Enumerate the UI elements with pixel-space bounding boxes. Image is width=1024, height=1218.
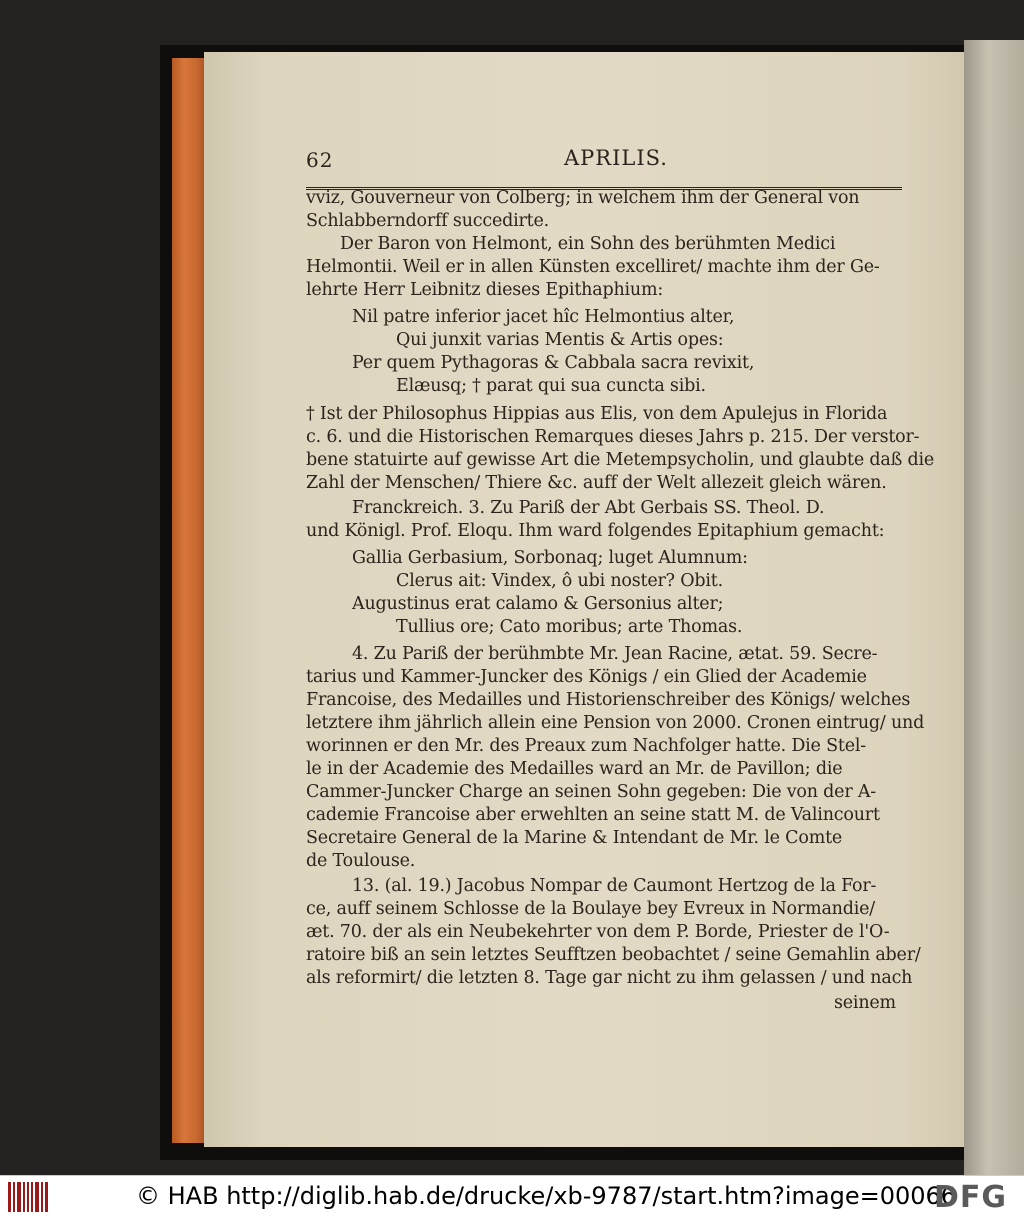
- text-line: tarius und Kammer-Juncker des Königs / ein Glied der Academie: [306, 667, 867, 687]
- text-line: Franckreich. 3. Zu Pariß der Abt Gerbais SS. Theol. D.: [352, 498, 825, 518]
- text-line: vviz, Gouverneur von Colberg; in welchem ihm der General von: [306, 188, 860, 208]
- text-line: 13. (al. 19.) Jacobus Nompar de Caumont Hertzog de la For-: [352, 876, 877, 896]
- text-line: Augustinus erat calamo & Gersonius alter;: [352, 594, 724, 614]
- page-edge: [172, 58, 206, 1143]
- text-line: Zahl der Menschen/ Thiere &c. auff der Welt allezeit gleich wären.: [306, 473, 887, 493]
- text-line: Qui junxit varias Mentis & Artis opes:: [396, 330, 724, 350]
- text-line: letztere ihm jährlich allein eine Pension von 2000. Cronen eintrug/ und: [306, 713, 925, 733]
- dfg-logo: DFG: [934, 1180, 1008, 1215]
- text-line: lehrte Herr Leibnitz dieses Epithaphium:: [306, 280, 664, 300]
- page-text: [306, 140, 935, 1013]
- running-head: APRILIS.: [564, 146, 668, 170]
- text-line: als reformirt/ die letzten 8. Tage gar nicht zu ihm gelassen / und nach: [306, 968, 913, 988]
- text-line: ce, auff seinem Schlosse de la Boulaye bey Evreux in Normandie/: [306, 899, 876, 919]
- text-line: † Ist der Philosophus Hippias aus Elis, von dem Apulejus in Florida: [306, 404, 888, 424]
- next-page-edge: [964, 40, 1024, 1175]
- viewer-footer: [0, 1175, 1024, 1218]
- library-logo-icon: [8, 1182, 48, 1212]
- copyright-link[interactable]: © HAB http://diglib.hab.de/drucke/xb-9787/start.htm?image=00066: [136, 1182, 957, 1210]
- catchword: seinem: [834, 993, 896, 1013]
- text-line: de Toulouse.: [306, 851, 416, 871]
- text-line: Elæusq; † parat qui sua cuncta sibi.: [396, 376, 706, 396]
- page-header: [306, 140, 906, 180]
- text-line: Nil patre inferior jacet hîc Helmontius alter,: [352, 307, 735, 327]
- page-number: 62: [306, 148, 334, 172]
- text-line: Cammer-Juncker Charge an seinen Sohn gegeben: Die von der A-: [306, 782, 877, 802]
- text-line: le in der Academie des Medailles ward an Mr. de Pavillon; die: [306, 759, 843, 779]
- text-line: Per quem Pythagoras & Cabbala sacra revixit,: [352, 353, 755, 373]
- text-line: bene statuirte auf gewisse Art die Metempsycholin, und glaubte daß die: [306, 450, 935, 470]
- text-line: Clerus ait: Vindex, ô ubi noster? Obit.: [396, 571, 723, 591]
- text-line: Gallia Gerbasium, Sorbonaq; luget Alumnum:: [352, 548, 748, 568]
- text-line: und Königl. Prof. Eloqu. Ihm ward folgendes Epitaphium gemacht:: [306, 521, 885, 541]
- text-line: Francoise, des Medailles und Historienschreiber des Königs/ welches: [306, 690, 911, 710]
- text-line: Secretaire General de la Marine & Intendant de Mr. le Comte: [306, 828, 843, 848]
- text-line: Schlabberndorff succedirte.: [306, 211, 550, 231]
- text-line: c. 6. und die Historischen Remarques dieses Jahrs p. 215. Der verstor-: [306, 427, 920, 447]
- text-line: worinnen er den Mr. des Preaux zum Nachfolger hatte. Die Stel-: [306, 736, 866, 756]
- text-line: Helmontii. Weil er in allen Künsten excelliret/ machte ihm der Ge-: [306, 257, 880, 277]
- text-line: cademie Francoise aber erwehlten an seine statt M. de Valincourt: [306, 805, 880, 825]
- text-line: ratoire biß an sein letztes Seufftzen beobachtet / seine Gemahlin aber/: [306, 945, 921, 965]
- text-line: Tullius ore; Cato moribus; arte Thomas.: [396, 617, 743, 637]
- text-line: æt. 70. der als ein Neubekehrter von dem P. Borde, Priester de l'O-: [306, 922, 890, 942]
- text-line: Der Baron von Helmont, ein Sohn des berühmten Medici: [340, 234, 836, 254]
- text-line: 4. Zu Pariß der berühmbte Mr. Jean Racine, ætat. 59. Secre-: [352, 644, 878, 664]
